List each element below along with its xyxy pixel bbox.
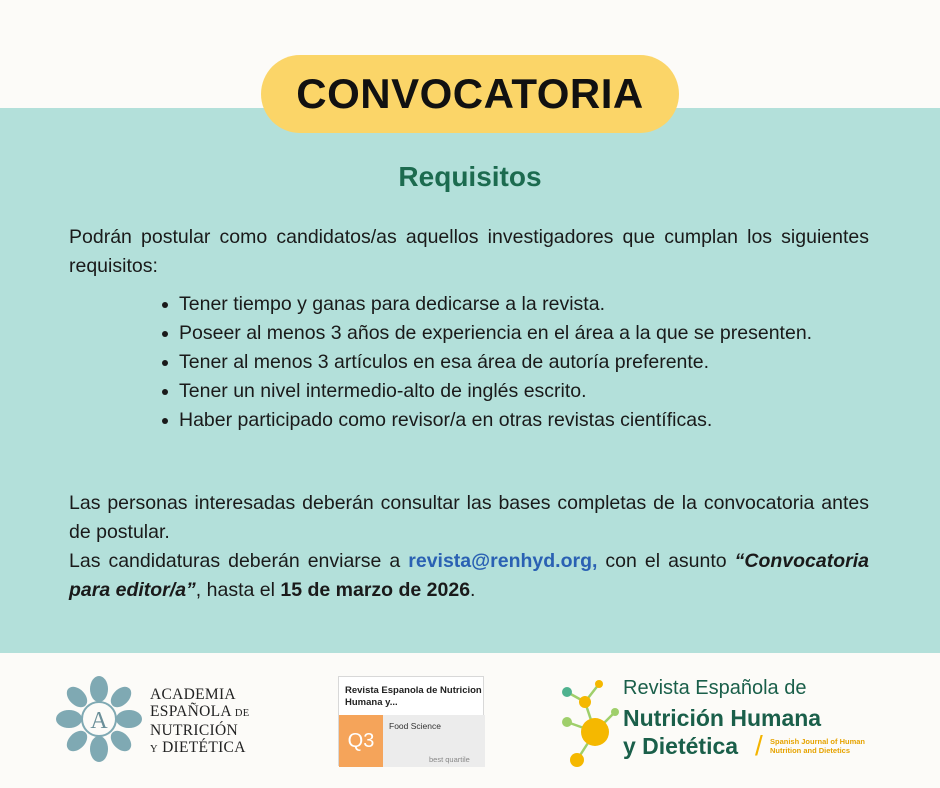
- closing-line-2-end: .: [470, 579, 476, 601]
- intro-paragraph: Podrán postular como candidatos/as aquellos investigadores que cumplan los siguientes requisitos:: [69, 226, 869, 277]
- academia-line-4-main: DIETÉTICA: [157, 739, 246, 756]
- revista-slash: /: [755, 730, 763, 761]
- revista-line-3: y Dietética: [623, 733, 739, 759]
- closing-line-2-after: , hasta el: [195, 579, 281, 601]
- revista-logo: [555, 672, 925, 772]
- closing-line-1: Las personas interesadas deberán consultar las bases completas de la convocatoria antes de postular.: [69, 492, 869, 543]
- title-badge: [261, 55, 679, 133]
- revista-subtitle: Spanish Journal of Human Nutrition and Dietetics: [770, 737, 866, 755]
- list-item: Tener un nivel intermedio-alto de inglés escrito.: [160, 377, 820, 406]
- scimago-journal-name: Revista Espanola de Nutricion Humana y...: [345, 685, 482, 708]
- scimago-category: Food Science: [389, 721, 441, 731]
- revista-line-1: Revista Española de: [623, 677, 807, 699]
- academia-line-4-small: Y: [150, 744, 158, 755]
- email-subject: “Convocatoria para editor/a”: [69, 550, 869, 601]
- scimago-note: best quartile: [429, 755, 470, 764]
- closing-line-2-prefix: Las candidaturas deberán enviarse a: [69, 550, 409, 572]
- list-item: Haber participado como revisor/a en otras revistas científicas.: [160, 406, 820, 435]
- deadline-date: 15 de marzo de 2026: [280, 579, 471, 601]
- academia-line-2: [150, 703, 249, 722]
- molecule-icon: [555, 672, 621, 772]
- list-item: Tener tiempo y ganas para dedicarse a la revista.: [160, 290, 820, 319]
- closing-line-2-mid: con el asunto: [597, 550, 735, 572]
- academia-line-4: [150, 739, 249, 758]
- academia-line-2-small: DE: [231, 708, 250, 719]
- quartile-badge: Q3: [339, 715, 383, 767]
- scimago-badge: [338, 676, 484, 766]
- scimago-body: [339, 715, 485, 767]
- academia-line-1: ACADEMIA: [150, 686, 236, 703]
- academia-line-3: NUTRICIÓN: [150, 722, 238, 739]
- academia-emblem-icon: [55, 675, 143, 763]
- revista-line-2: Nutrición Humana: [623, 705, 822, 731]
- email-link[interactable]: revista@renhyd.org,: [408, 550, 598, 572]
- section-heading: Requisitos: [398, 161, 542, 192]
- page-title: CONVOCATORIA: [296, 70, 644, 117]
- academia-name: [150, 686, 249, 758]
- list-item: Poseer al menos 3 años de experiencia en el área a la que se presenten.: [160, 319, 820, 348]
- list-item: Tener al menos 3 artículos en esa área de autoría preferente.: [160, 348, 820, 377]
- academia-logo: [55, 675, 265, 770]
- closing-paragraph: [69, 489, 869, 605]
- emblem-letter: A: [90, 708, 108, 734]
- requirements-list: [160, 290, 820, 435]
- academia-line-2-main: ESPAÑOLA: [150, 703, 232, 720]
